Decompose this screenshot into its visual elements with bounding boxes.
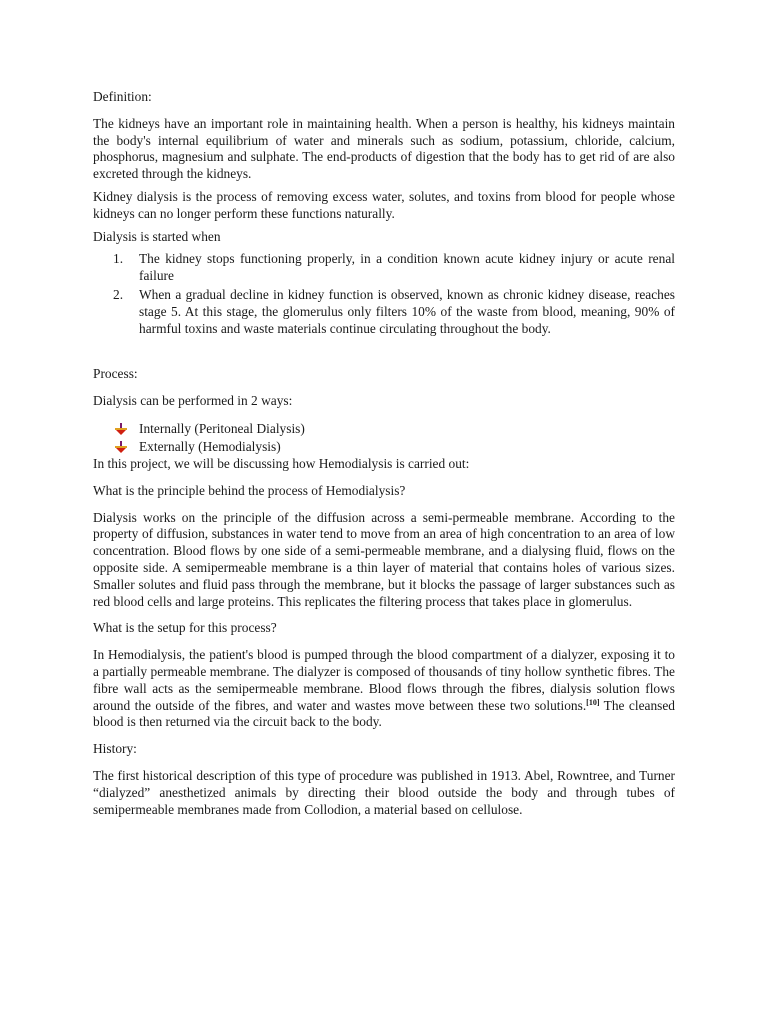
list-number: 2. — [113, 286, 124, 302]
citation-link[interactable]: [10] — [586, 697, 600, 707]
definition-paragraph-1: The kidneys have an important role in maintaining health. When a person is healthy, his kidneys maintain the body's internal equilibrium of water and minerals such as sodium, potassium, chloride, calcium, phosphorus, magnesium and sulphate. The end-products of digestion that the body has to get rid of are also excreted through the kidneys. — [93, 115, 675, 182]
setup-answer-part-1: In Hemodialysis, the patient's blood is pumped through the blood compartment of a dialyzer, exposing it to a partially permeable membrane. The dialyzer is composed of thousands of tiny hollow synthetic fibres. The fibre wall acts as the semipermeable membrane. Blood flows through the fibres, dialysis solution flows around the outside of the fibres, and water and wastes move between these two solutions. — [93, 647, 675, 713]
setup-answer — [93, 647, 675, 731]
dialysis-started-intro: Dialysis is started when — [93, 228, 221, 244]
project-note: In this project, we will be discussing how Hemodialysis is carried out: — [93, 455, 470, 471]
dialysis-start-conditions-list — [93, 251, 675, 337]
definition-paragraph-2: Kidney dialysis is the process of removing excess water, solutes, and toxins from blood for people whose kidneys can no longer perform these functions naturally. — [93, 188, 675, 221]
list-item — [93, 438, 675, 456]
list-item-text: Externally (Hemodialysis) — [139, 438, 281, 454]
list-number: 1. — [113, 251, 124, 267]
history-paragraph: The first historical description of this type of procedure was published in 1913. Abel, Rowntree, and Turner “dialyzed” anesthetized animals by directing their blood outside the body and through tubes of semipermeable membranes made from Collodion, a material based on cellulose. — [93, 767, 675, 817]
list-item — [93, 420, 675, 438]
list-item-text: The kidney stops functioning properly, in a condition known acute kidney injury or acute renal failure — [139, 251, 675, 284]
principle-answer: Dialysis works on the principle of the diffusion across a semi-permeable membrane. According to the property of diffusion, substances in water tend to move from an area of high concentration to an area of low concentration. Blood flows by one side of a semi-permeable membrane, and a dialysing fluid, flows on the opposite side. A semipermeable membrane is a thin layer of material that contains holes of various sizes. Smaller solutes and fluid pass through the membrane, but it blocks the passage of larger substances such as red blood cells and large proteins. This replicates the filtering process that takes place in glomerulus. — [93, 509, 675, 609]
list-item-text: Internally (Peritoneal Dialysis) — [139, 420, 305, 436]
process-heading: Process: — [93, 366, 138, 382]
list-item — [93, 251, 675, 285]
setup-answer-part-2: The cleansed blood is then returned via the circuit back to the body. — [93, 697, 676, 730]
setup-question: What is the setup for this process? — [93, 620, 277, 636]
arrow-down-bullet-icon — [115, 441, 127, 453]
process-intro: Dialysis can be performed in 2 ways: — [93, 393, 293, 409]
definition-heading: Definition: — [93, 89, 152, 104]
list-item-text: When a gradual decline in kidney function is observed, known as chronic kidney disease, reaches stage 5. At this stage, the glomerulus only filters 10% of the waste from blood, meaning, 90% of harmful toxins and waste materials continue circulating throughout the body. — [139, 286, 675, 336]
principle-question: What is the principle behind the process of Hemodialysis? — [93, 482, 406, 498]
history-heading: History: — [93, 741, 137, 757]
list-item — [93, 287, 675, 337]
document-page — [93, 89, 675, 818]
dialysis-ways-list — [93, 420, 675, 456]
arrow-down-bullet-icon — [115, 423, 127, 435]
